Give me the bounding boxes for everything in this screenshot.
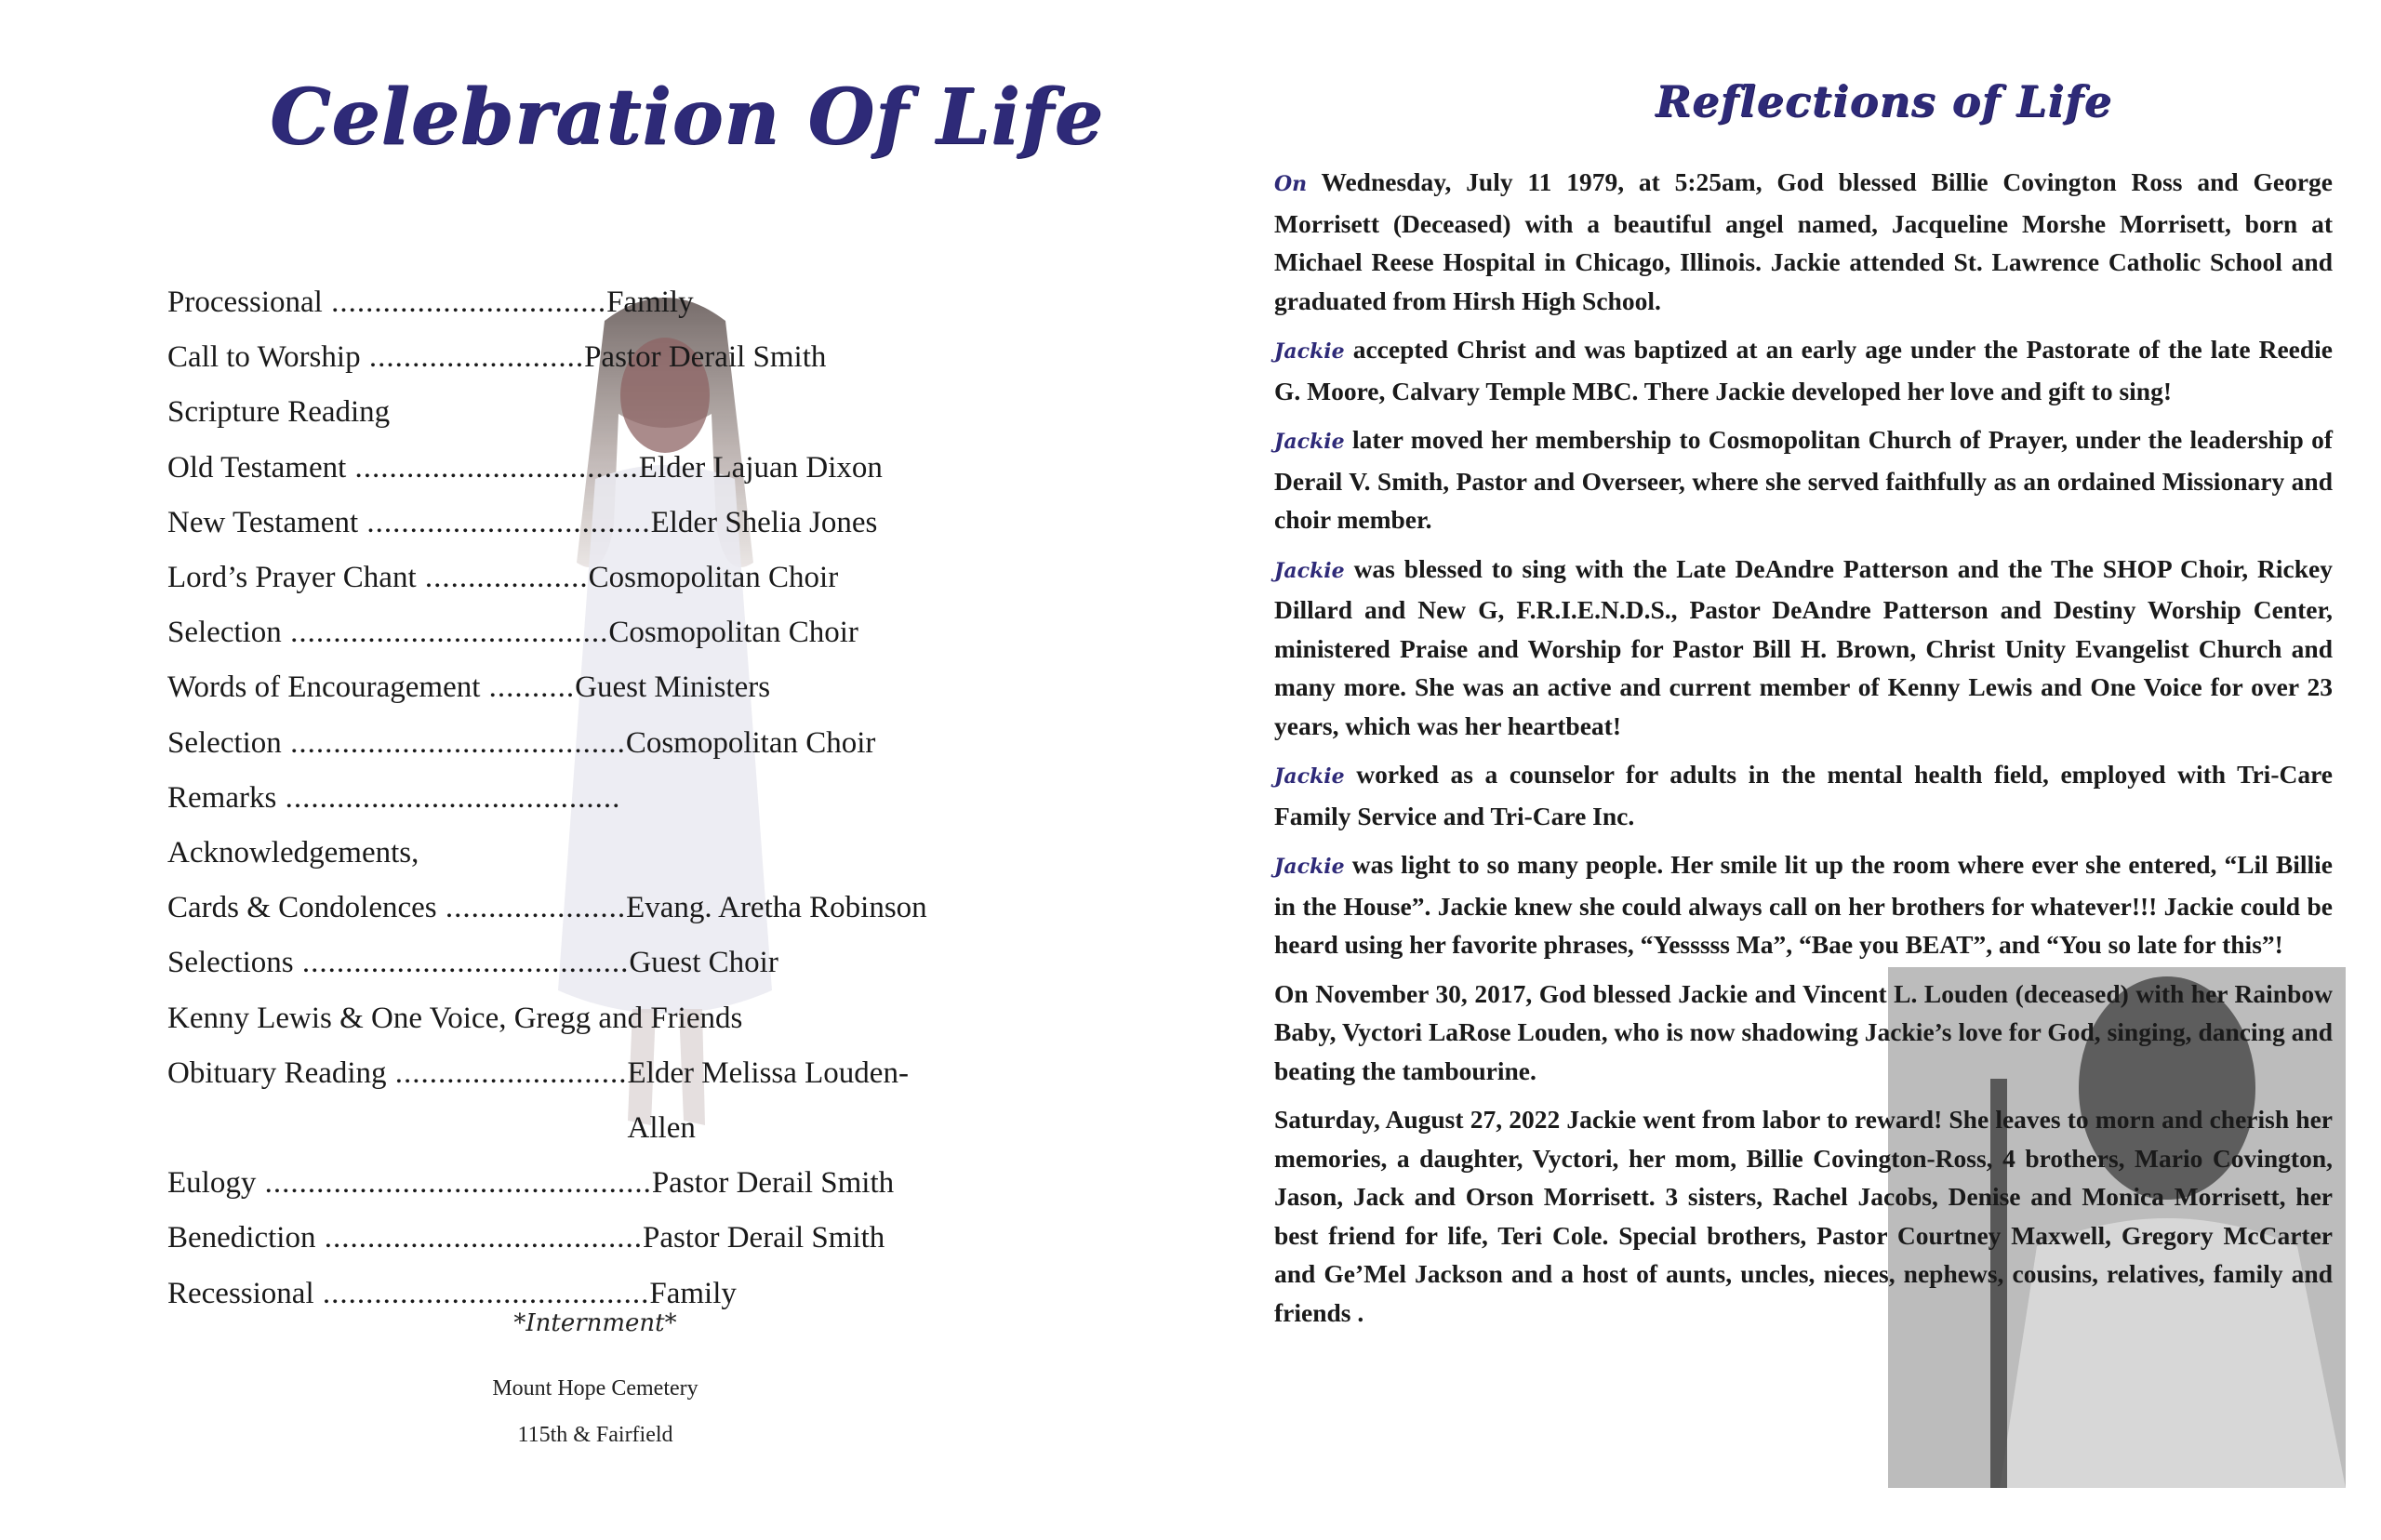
paragraph-lead-word: Jackie [1274,764,1345,789]
paragraph-lead-word: Jackie [1274,339,1345,364]
program-item-participant: Cosmopolitan Choir [608,616,858,650]
biography-paragraph [1274,330,2333,410]
dot-leader: ......................... [360,340,585,375]
paragraph-text: Saturday, August 27, 2022 Jackie went from labor to reward! She leaves to morn and cherish her memories, a daughter, Vyctori, her mom, Billie Covington-Ross, 4 brothers, Mario Covington, Jason, Jack and Orson Morrisett. 3 sisters, Rachel Jacobs, Denise and Monica Morrisett, her best friend for life, Teri Cole. Special brothers, Pastor Courtney Maxwell, Gregory McCarter and Ge’Mel Jackson and a host of aunts, uncles, nieces, nephews, cousins, relatives, family and friends . [1274,1105,2333,1327]
program-item-participant: Elder Lajuan Dixon [638,450,883,485]
dot-leader: ..................................... [281,616,609,650]
program-item-title: Selections [167,946,294,980]
paragraph-text: Wednesday, July 11 1979, at 5:25am, God blessed Billie Covington Ross and George Morrisett (Deceased) with a beautiful angel named, Jacqueline Morshe Morrisett, born at Michael Reese Hospital in Chicago, Illinois. Jackie attended St. Lawrence Catholic School and graduated from Hirsh High School. [1274,167,2333,315]
reflections-page [1190,0,2381,1540]
dot-leader: ...................................... [313,1276,650,1310]
dot-leader: ............................................. [256,1166,652,1201]
program-item [167,1211,1042,1266]
program-item-title: New Testament [167,505,359,539]
program-item-title: Processional [167,285,323,319]
program-item-participant: Family [606,285,694,319]
interment-label: *Internment* [513,1309,677,1337]
paragraph-lead-word: Jackie [1274,558,1345,583]
cemetery-name: Mount Hope Cemetery [492,1376,698,1401]
program-item [167,826,1042,881]
paragraph-lead-word: Jackie [1274,430,1345,454]
program-item-participant: Elder Shelia Jones [650,505,878,539]
program-page [0,0,1190,1540]
dot-leader: .......... [480,670,576,705]
program-item [167,771,1042,826]
paragraph-text: worked as a counselor for adults in the mental health field, employed with Tri-Care Family Service and Tri-Care Inc. [1274,760,2333,830]
dot-leader: ................................. [358,505,651,539]
program-item-title: Kenny Lewis & One Voice, Gregg and Friends [167,1001,743,1035]
paragraph-text: later moved her membership to Cosmopolitan Church of Prayer, under the leadership of Derail V. Smith, Pastor and Overseer, where she served faithfully as an ordained Missionary and choir member. [1274,425,2333,534]
program-item-title: Words of Encouragement [167,670,481,705]
program-item [167,991,1042,1046]
program-item [167,496,1042,551]
program-item [167,441,1042,496]
program-item-participant: Guest Choir [629,946,778,980]
paragraph-text: On November 30, 2017, God blessed Jackie and Vincent L. Louden (deceased) with her Rainbow Baby, Vyctori LaRose Louden, who is now shadowing Jackie’s love for God, singing, dancing and beating the tambourine. [1274,978,2333,1085]
program-item [167,881,1042,936]
program-item-participant: Family [649,1276,737,1310]
dot-leader: ..................................... [315,1221,643,1255]
program-item-participant: Elder Melissa Louden-Allen [627,1055,909,1146]
paragraph-text: was blessed to sing with the Late DeAndre Patterson and the The SHOP Choir, Rickey Dillard and New G, F.R.I.E.N.D.S., Pastor DeAndre Patterson and Destiny Worship Center, ministered Praise and Worship for Pastor Bill H. Brown, Christ Unity Evangelist Church and many more. She was an active and current member of Kenny Lewis and One Voice for over 23 years, which was her heartbeat! [1274,553,2333,740]
program-item-title: Selection [167,725,282,760]
program-item-title: Recessional [167,1276,314,1310]
program-item-title: Scripture Reading [167,395,391,430]
program-item [167,1156,1042,1211]
biography-paragraph [1274,1100,2333,1332]
program-item-title: Remarks [167,780,277,815]
dot-leader: ........................... [386,1055,628,1090]
program-item [167,1267,1042,1321]
cemetery-address: 115th & Fairfield [517,1423,673,1447]
paragraph-lead-word: Jackie [1274,855,1345,879]
program-item-title: Old Testament [167,450,347,485]
program-item [167,1046,1042,1156]
program-item-title: Call to Worship [167,340,361,375]
paragraph-text: was light to so many people. Her smile lit up the room where ever she entered, “Lil Billie in the House”. Jackie knew she could always call on her brothers for whatever!!! Jackie could be heard using her favorite phrases, “Yesssss Ma”, “Bae you BEAT”, and “You so late for this”! [1274,850,2333,959]
dot-leader: ..................... [436,891,627,925]
program-item-participant: Pastor Derail Smith [642,1221,885,1255]
program-item-title: Benediction [167,1221,316,1255]
program-list [167,275,1042,1321]
dot-leader: ................................. [346,450,639,485]
program-item [167,605,1042,660]
program-item-participant: Pastor Derail Smith [584,340,827,375]
program-item-title: Eulogy [167,1166,257,1201]
dot-leader: ....................................... [281,725,626,760]
program-item-participant: Evang. Aretha Robinson [626,891,927,925]
program-item [167,275,1042,330]
program-item [167,551,1042,605]
program-item-participant: Pastor Derail Smith [651,1166,895,1201]
program-item-title: Selection [167,616,282,650]
program-item [167,660,1042,715]
program-item-participant: Cosmopolitan Choir [588,561,839,595]
dot-leader: ...................................... [293,946,630,980]
program-item-title: Obituary Reading [167,1055,387,1090]
biography-text [1274,163,2333,1342]
program-item [167,330,1042,385]
paragraph-lead-word: On [1274,172,1308,196]
biography-paragraph [1274,420,2333,539]
biography-paragraph [1274,975,2333,1091]
biography-paragraph [1274,845,2333,964]
program-item-participant: Cosmopolitan Choir [625,725,876,760]
paragraph-text: accepted Christ and was baptized at an early age under the Pastorate of the late Reedie G. Moore, Calvary Temple MBC. There Jackie developed her love and gift to sing! [1274,335,2333,405]
biography-paragraph [1274,163,2333,320]
program-item-participant: Guest Ministers [575,670,771,705]
program-item [167,716,1042,771]
program-item-title: Lord’s Prayer Chant [167,561,417,595]
biography-paragraph [1274,755,2333,835]
celebration-title: Celebration Of Life [270,73,1104,162]
biography-paragraph [1274,550,2333,746]
dot-leader: ....................................... [276,780,621,815]
program-item-title: Cards & Condolences [167,891,437,925]
program-item [167,385,1042,440]
program-item-title: Acknowledgements, [167,836,419,870]
dot-leader: ................................ [322,285,607,319]
dot-leader: ................... [416,561,589,595]
reflections-title: Reflections of Life [1656,76,2113,126]
program-item [167,936,1042,990]
